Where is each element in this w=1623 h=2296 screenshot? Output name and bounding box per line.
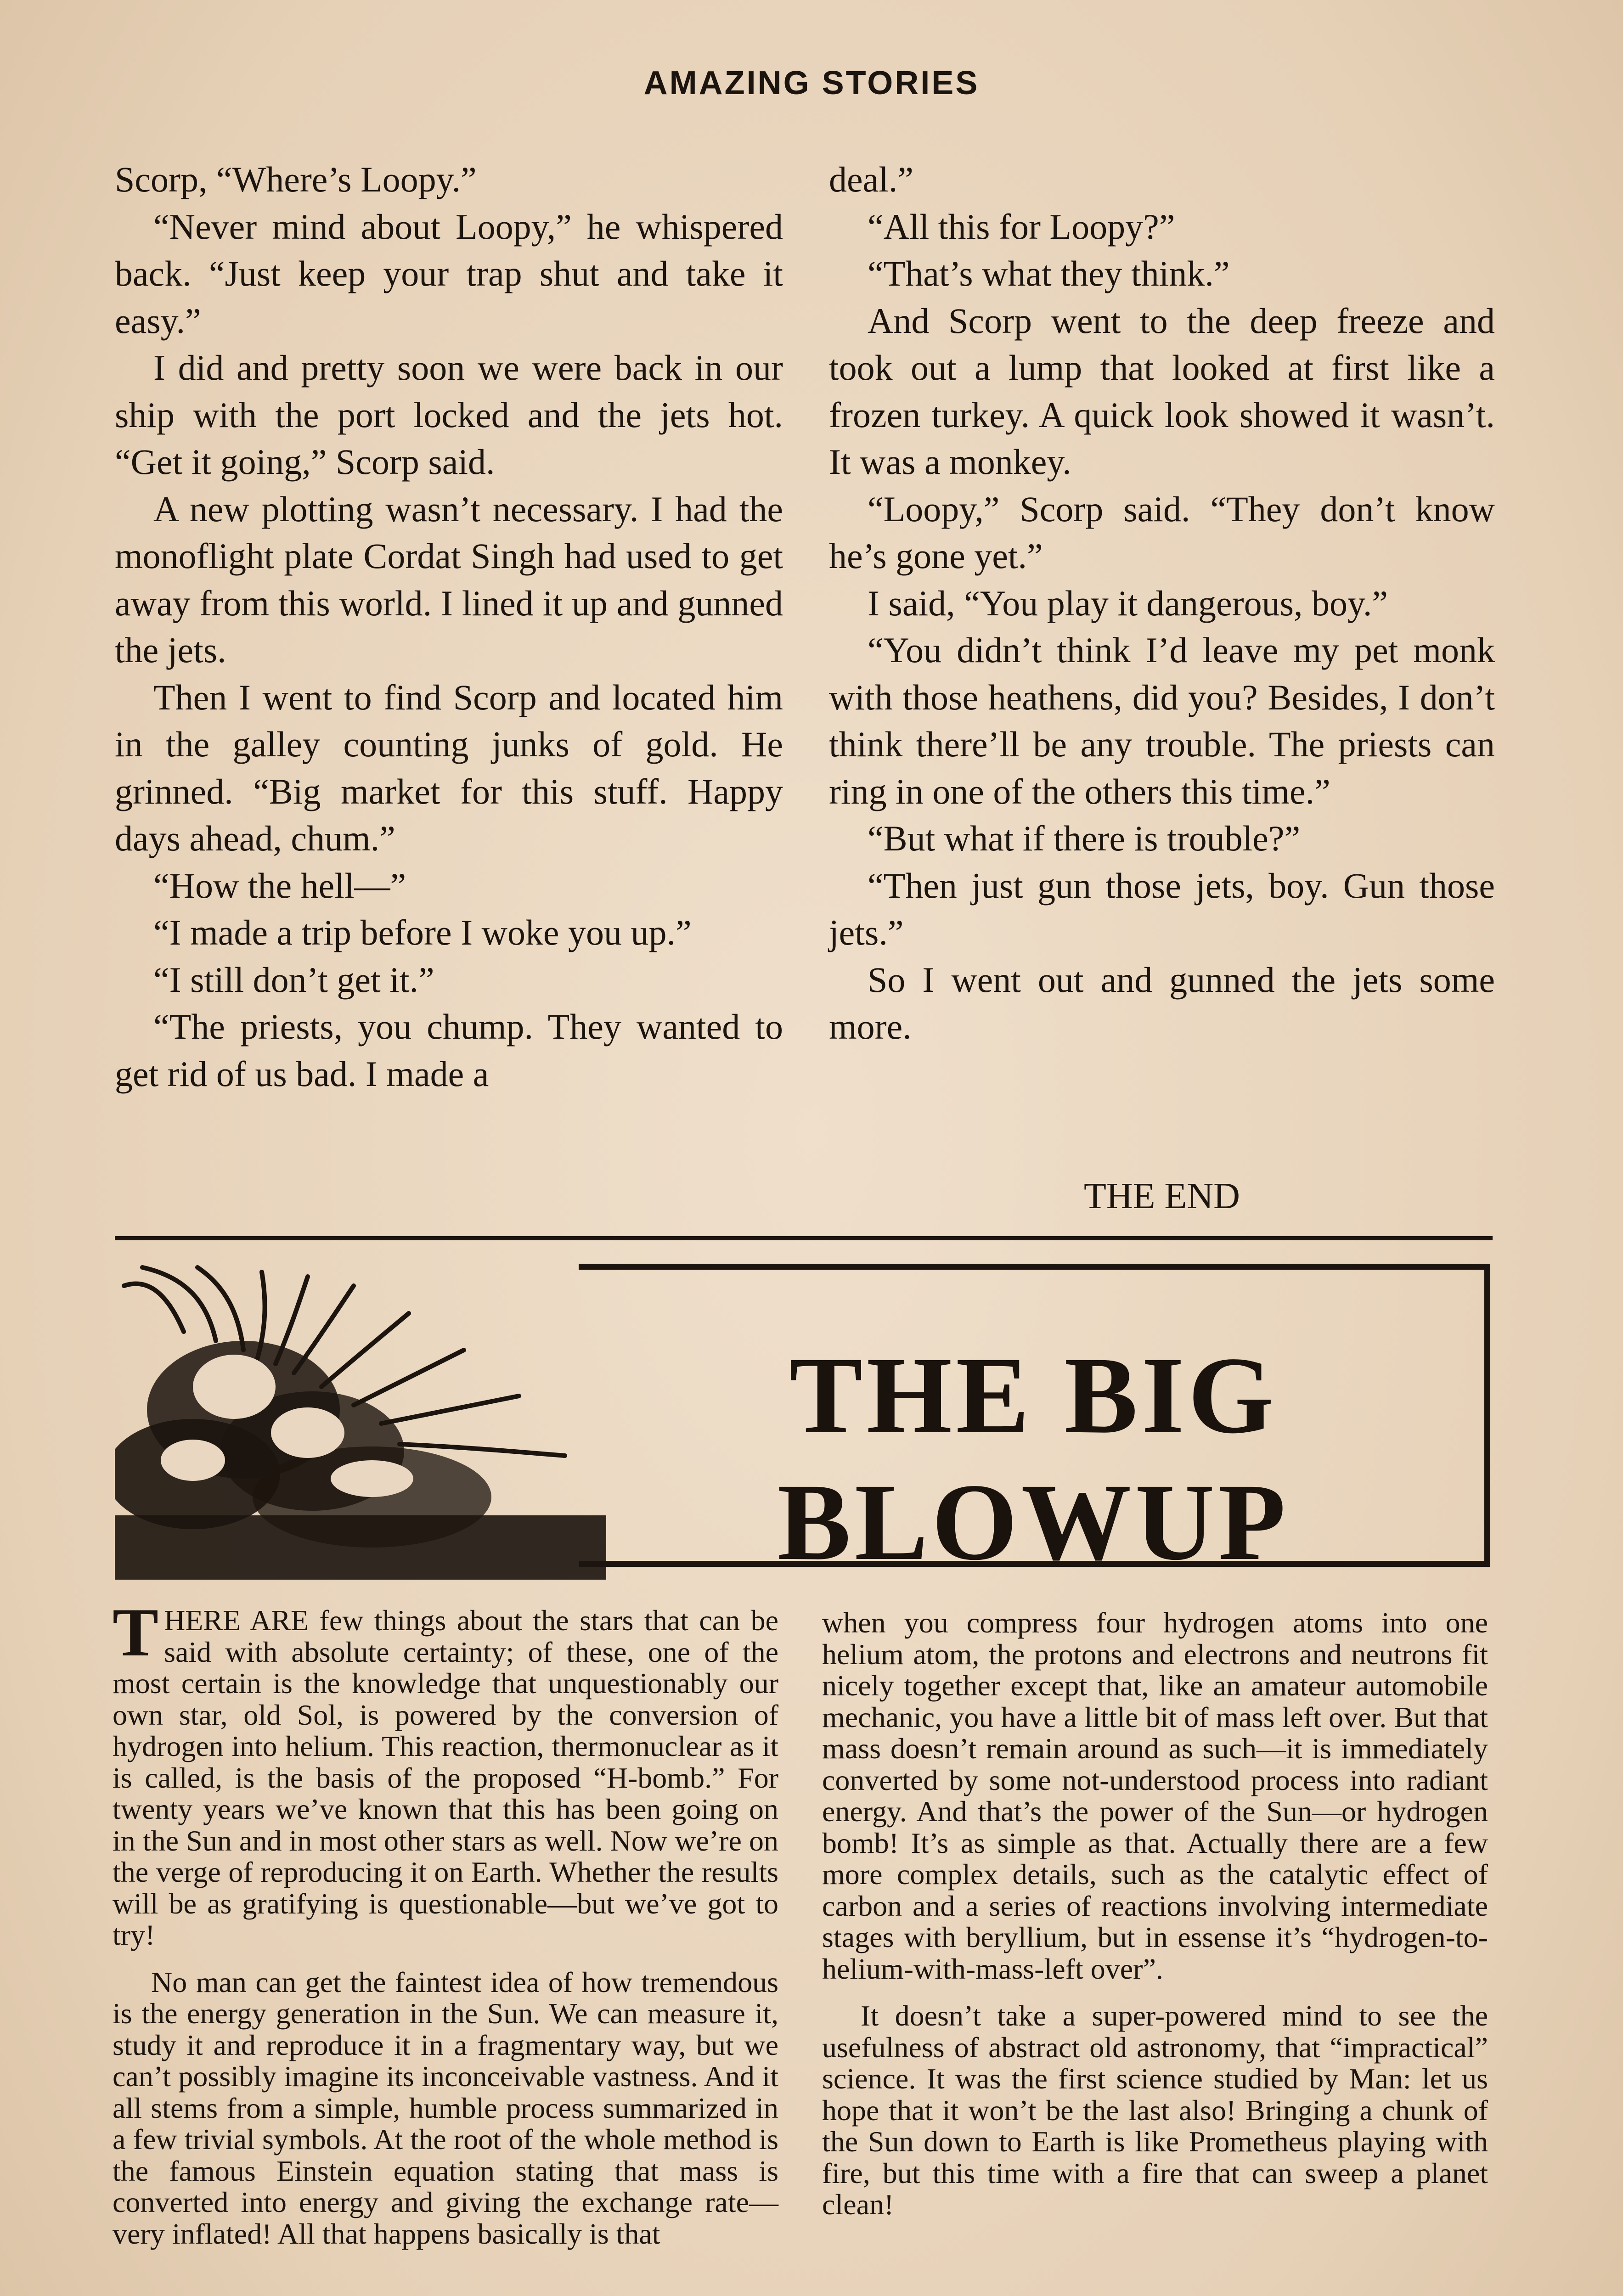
- story-paragraph: Scorp, “Where’s Loopy.”: [115, 159, 477, 199]
- story-paragraph: “All this for Loopy?”: [868, 206, 1175, 247]
- article-paragraph: when you compress four hydrogen atoms into one helium atom, the protons and electrons and neutrons fit nicely together except that, like an amateur automobile mechanic, you have a little bit of mass left over. But that mass doesn’t remain around as such—it is immediately converted by some not-understood process into radiant energy. And that’s the power of the Sun—or hydrogen bomb! It’s as simple as that. Actually there are a few more complex details, such as the catalytic effect of carbon and a series of reactions involving intermediate stages with beryllium, but in essense it’s “hydrogen-to-helium-with-mass-left over”.: [822, 1606, 1488, 1985]
- article-paragraph: HERE ARE few things about the stars that can be said with absolute certainty; of these, one of the most certain is the knowledge that unquestionably our own star, old Sol, is powered by the conversion of hydrogen into helium. This reaction, thermonuclear as it is called, is the basis of the proposed “H-bomb.” For twenty years we’ve known that this has been going on in the Sun and in most other stars as well. Now we’re on the verge of reproducing it on Earth. Whether the results will be as gratifying is questionable—but we’ve got to try!: [113, 1604, 778, 1951]
- story-paragraph: “How the hell—”: [153, 865, 406, 906]
- story-paragraph: I said, “You play it dangerous, boy.”: [868, 583, 1388, 623]
- story-paragraph: “Loopy,” Scorp said. “They don’t know he’s gone yet.”: [829, 489, 1495, 576]
- drop-cap: T: [113, 1594, 159, 1671]
- story-paragraph: “But what if there is trouble?”: [868, 818, 1301, 858]
- story-paragraph: So I went out and gunned the jets some more.: [829, 959, 1495, 1047]
- story-paragraph: “The priests, you chump. They wanted to get rid of us bad. I made a: [115, 1007, 783, 1094]
- story-paragraph: A new plotting wasn’t necessary. I had the monoflight plate Cordat Singh had used to get away from this world. I lined it up and gunned the jets.: [115, 489, 783, 670]
- the-end-label: THE END: [1084, 1176, 1240, 1216]
- section-divider: [115, 1236, 1493, 1240]
- article-paragraph: It doesn’t take a super-powered mind to see the usefulness of abstract old astronomy, that “impractical” science. It was the first science studied by Man: let us hope that it won’t be the last also! Bringing a chunk of the Sun down to Earth is like Prometheus playing with fire, but this time with a fire that can sweep a planet clean!: [822, 1999, 1488, 2221]
- story-paragraph: “Never mind about Loopy,” he whispered back. “Just keep your trap shut and take it easy.”: [115, 206, 783, 341]
- story-paragraph: I did and pretty soon we were back in our ship with the port locked and the jets hot. “Get it going,” Scorp said.: [115, 348, 783, 482]
- story-paragraph: “You didn’t think I’d leave my pet monk with those heathens, did you? Besides, I don’t think there’ll be any trouble. The priests can ring in one of the others this time.”: [829, 630, 1495, 811]
- story-paragraph: deal.”: [829, 159, 914, 199]
- article-right-column: [822, 1607, 1488, 2221]
- running-head: AMAZING STORIES: [643, 65, 980, 101]
- story-paragraph: “I still don’t get it.”: [153, 959, 434, 1000]
- article-left-column: [113, 1594, 778, 2250]
- story-paragraph: “That’s what they think.”: [868, 253, 1230, 293]
- article-title: THE BIG BLOWUP: [777, 1334, 1290, 1583]
- story-left-column: [115, 156, 783, 1097]
- article-paragraph: No man can get the faintest idea of how tremendous is the energy generation in the Sun. We can measure it, study it and reproduce it in a fragmentary way, but we can’t possibly imagine its inconceivable vastness. And it all stems from a simple, humble process summarized in a few trivial symbols. At the root of the whole method is the famous Einstein equation stating that mass is converted into energy and giving the exchange rate—very inflated! All that happens basically is that: [113, 1965, 778, 2250]
- story-paragraph: “Then just gun those jets, boy. Gun those jets.”: [829, 865, 1495, 952]
- explosion-illustration: [115, 1258, 606, 1580]
- story-right-column: [829, 156, 1495, 1051]
- story-paragraph: “I made a trip before I woke you up.”: [153, 912, 692, 952]
- story-paragraph: And Scorp went to the deep freeze and took out a lump that looked at first like a frozen turkey. A quick look showed it wasn’t. It was a monkey.: [829, 300, 1495, 482]
- story-paragraph: Then I went to find Scorp and located him in the galley counting junks of gold. He grinned. “Big market for this stuff. Happy days ahead, chum.”: [115, 677, 783, 858]
